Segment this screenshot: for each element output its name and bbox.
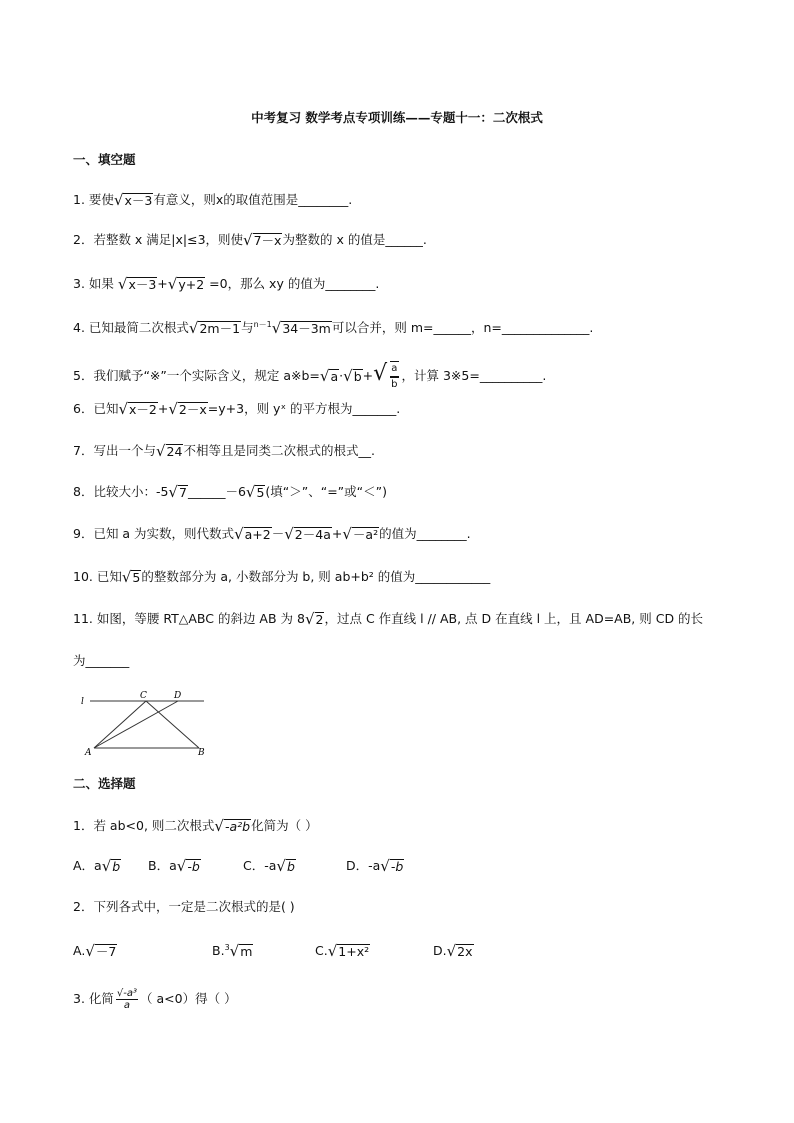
section-heading-choice: 二、选择题 (73, 776, 136, 791)
triangle-figure (76, 688, 216, 758)
choice-question-3: 3. 化简 $\frac{\text{√-a³}}{a}$ （ a<0）得（ ） (73, 988, 237, 1011)
choice-2-options (73, 940, 474, 960)
choice-1-options (73, 858, 404, 875)
radical: √7－x (243, 231, 282, 249)
question-2: 2．若整数 x 满足|x|≤3，则使√7－x为整数的 x 的值是______. (73, 231, 427, 249)
label-b: B (198, 748, 205, 758)
radical: √y+2 (167, 275, 205, 293)
radical: √b (343, 367, 362, 385)
radical: √7 (168, 483, 187, 501)
label-a: A (85, 748, 92, 758)
segment-cb (146, 701, 199, 748)
option-d: D．-a√-b (346, 857, 404, 875)
label-l: l (81, 697, 84, 707)
radical: √34－3m (271, 319, 331, 338)
radical: √24 (155, 442, 183, 460)
radical-fraction: √ $\frac{a}{b}$ (373, 361, 398, 390)
question-3: 3. 如果 √x－3+√y+2 =0，那么 xy 的值为________. (73, 275, 380, 293)
choice-question-1: 1．若 ab<0, 则二次根式√-a²b化简为（ ） (73, 817, 318, 835)
option-a: A.√－7 (73, 942, 117, 961)
radical: √2－4a (284, 525, 331, 543)
radical: √2 (304, 610, 324, 628)
radical: √－a² (342, 525, 379, 543)
choice-question-2: 2．下列各式中，一定是二次根式的是( ) (73, 899, 295, 914)
option-c: C．-a√b (243, 857, 295, 875)
radical: √2m－1 (188, 319, 241, 338)
question-10: 10. 已知√5的整数部分为 a, 小数部分为 b, 则 ab+b² 的值为____________ (73, 568, 491, 586)
question-1: 1. 要使√x－3有意义，则x的取值范围是________. (73, 191, 353, 209)
question-6: 6．已知√x－2+√2－x=y+3，则 yˣ 的平方根为_______. (73, 400, 401, 418)
label-d: D (174, 691, 182, 701)
radical: √x－3 (113, 191, 153, 209)
radical: √x－2 (118, 400, 157, 418)
question-8: 8．比较大小：-5√7______－6√5(填“＞”、“=”或“＜”) (73, 483, 387, 501)
question-11-continued: 为_______ (73, 653, 130, 668)
page-title: 中考复习 数学考点专项训练——专题十一：二次根式 (251, 110, 543, 125)
radical: √2－x (168, 400, 207, 418)
question-4: 4. 已知最简二次根式√2m－1与$^{n-1}$√34－3m可以合并，则 m=______，n=______________. (73, 319, 594, 338)
radical: √x－3 (117, 275, 157, 293)
option-b: B.$^3$√m (212, 942, 253, 961)
section-heading-fill-in: 一、填空题 (73, 152, 136, 167)
segment-ac (94, 701, 146, 748)
fraction: $\frac{\text{√-a³}}{a}$ (116, 988, 138, 1011)
option-a: A．a√b (73, 857, 121, 875)
option-c: C.√1+x² (315, 942, 370, 961)
radical: √5 (121, 568, 141, 586)
question-5: 5．我们赋予“※”一个实际含义，规定 a※b=√a·√b+√ $\frac{a}{b}$ ，计算 3※5=__________. (73, 361, 547, 390)
radical: √-a²b (214, 817, 251, 835)
question-11: 11. 如图，等腰 RT△ABC 的斜边 AB 为 8√2，过点 C 作直线 l // AB, 点 D 在直线 l 上，且 AD=AB, 则 CD 的长 (73, 610, 704, 628)
question-7: 7．写出一个与√24不相等且是同类二次根式的根式__. (73, 442, 375, 460)
radical: √a+2 (234, 525, 271, 543)
label-c: C (140, 691, 147, 701)
option-d: D.√2x (433, 942, 473, 961)
segment-ad (94, 701, 178, 748)
radical: √5 (245, 483, 265, 501)
question-9: 9．已知 a 为实数，则代数式√a+2－√2－4a+√－a²的值为________. (73, 525, 471, 543)
radical: √a (319, 367, 339, 385)
option-b: B．a√-b (148, 857, 200, 875)
